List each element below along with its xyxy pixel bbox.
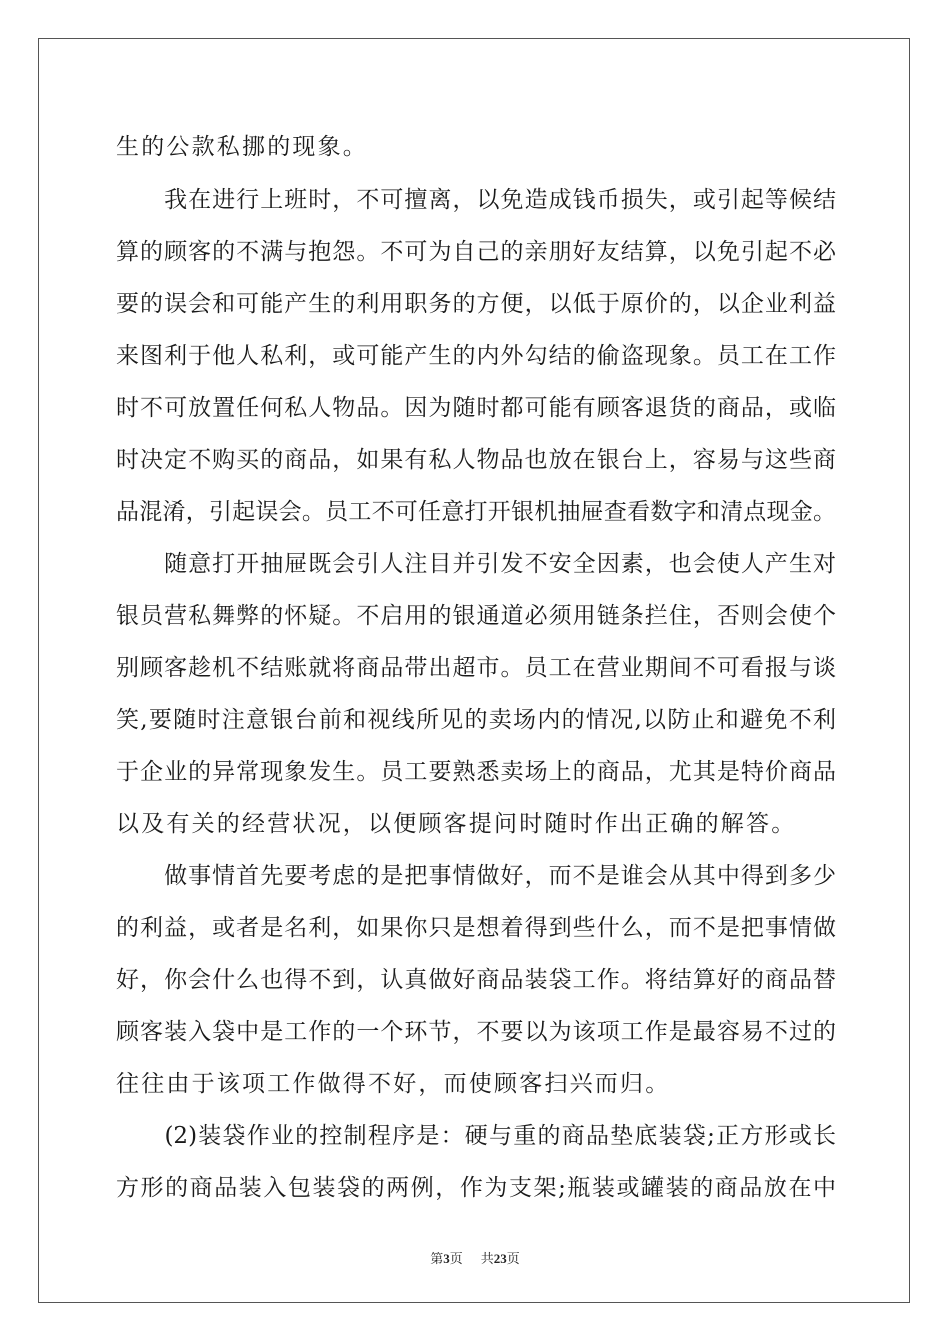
text-line: 方形的商品装入包装袋的两例，作为支架;瓶装或罐装的商品放在中 — [116, 1175, 836, 1201]
text-line: (2)装袋作业的控制程序是：硬与重的商品垫底装袋;正方形或长 — [116, 1123, 836, 1149]
text-line: 算的顾客的不满与抱怨。不可为自己的亲朋好友结算，以免引起不必 — [116, 239, 836, 265]
text-line: 顾客装入袋中是工作的一个环节，不要以为该项工作是最容易不过的 — [116, 1019, 836, 1045]
text-line: 时不可放置任何私人物品。因为随时都可能有顾客退货的商品，或临 — [116, 395, 836, 421]
text-line: 品混淆，引起误会。员工不可任意打开银机抽屉查看数字和清点现金。 — [116, 499, 836, 525]
page-footer — [0, 1250, 950, 1269]
text-line: 笑,要随时注意银台前和视线所见的卖场内的情况,以防止和避免不利 — [116, 707, 836, 733]
page-total: 共23页 — [480, 1251, 520, 1267]
text-line: 的利益，或者是名利，如果你只是想着得到些什么，而不是把事情做 — [116, 915, 836, 941]
text-line: 往往由于该项工作做得不好，而使顾客扫兴而归。 — [116, 1071, 671, 1097]
text-line: 别顾客趁机不结账就将商品带出超市。员工在营业期间不可看报与谈 — [116, 655, 836, 681]
text-line: 做事情首先要考虑的是把事情做好，而不是谁会从其中得到多少 — [116, 863, 836, 889]
text-line: 好，你会什么也得不到，认真做好商品装袋工作。将结算好的商品替 — [116, 967, 836, 993]
text-line: 时决定不购买的商品，如果有私人物品也放在银台上，容易与这些商 — [116, 447, 836, 473]
text-line: 于企业的异常现象发生。员工要熟悉卖场上的商品，尤其是特价商品 — [116, 759, 836, 785]
text-line: 来图利于他人私利，或可能产生的内外勾结的偷盗现象。员工在工作 — [116, 343, 836, 369]
page-number: 第3页 — [430, 1251, 463, 1267]
text-line: 要的误会和可能产生的利用职务的方便，以低于原价的，以企业利益 — [116, 291, 836, 317]
text-line: 银员营私舞弊的怀疑。不启用的银通道必须用链条拦住，否则会使个 — [116, 603, 836, 629]
text-line: 生的公款私挪的现象。 — [116, 134, 368, 160]
text-line: 随意打开抽屉既会引人注目并引发不安全因素，也会使人产生对 — [116, 551, 836, 577]
text-line: 我在进行上班时，不可擅离，以免造成钱币损失，或引起等候结 — [116, 187, 836, 213]
text-line: 以及有关的经营状况，以便顾客提问时随时作出正确的解答。 — [116, 811, 797, 837]
